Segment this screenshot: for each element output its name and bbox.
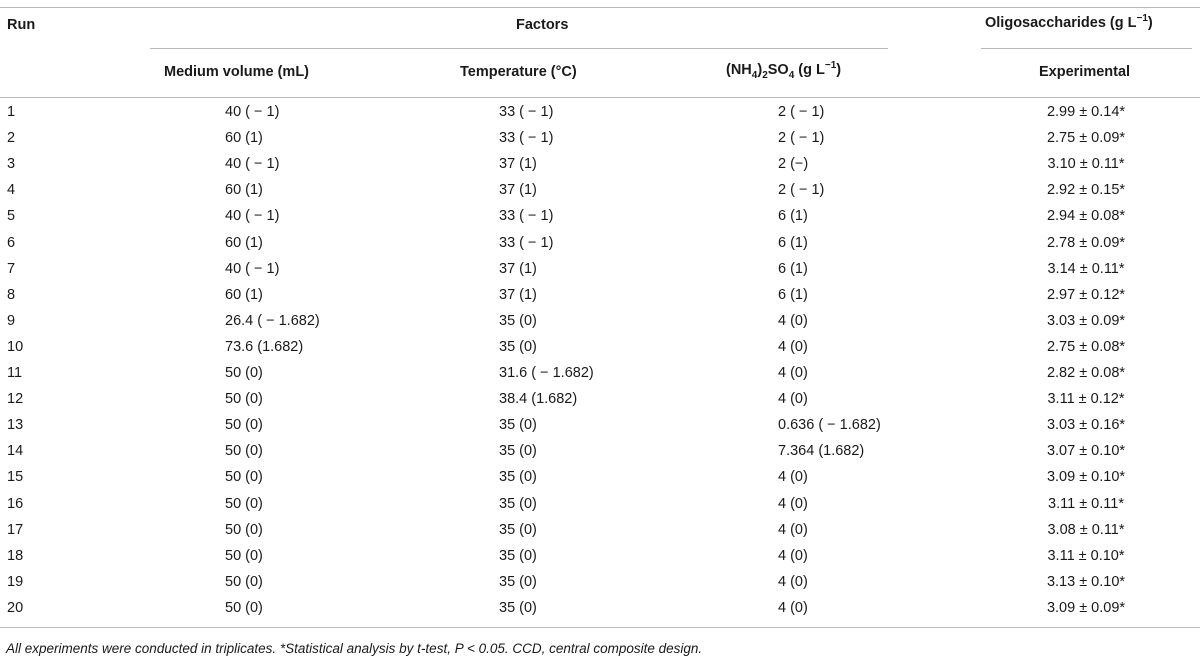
cell-experimental: 3.08 ± 0.11* bbox=[1047, 521, 1125, 538]
cell-nh4-so4: 2 ( − 1) bbox=[778, 182, 825, 199]
cell-nh4-so4: 6 (1) bbox=[778, 260, 808, 277]
cell-run: 14 bbox=[7, 443, 24, 460]
cell-temperature: 35 (0) bbox=[499, 443, 537, 460]
cell-temperature: 35 (0) bbox=[499, 338, 537, 355]
cell-temperature: 35 (0) bbox=[499, 469, 537, 486]
cell-run: 3 bbox=[7, 156, 16, 173]
cell-temperature: 33 ( − 1) bbox=[499, 104, 554, 120]
cell-experimental: 3.14 ± 0.11* bbox=[1047, 260, 1125, 277]
cell-temperature: 37 (1) bbox=[499, 156, 537, 173]
cell-medium-volume: 60 (1) bbox=[225, 286, 263, 303]
cell-run: 10 bbox=[7, 338, 24, 355]
cell-experimental: 3.13 ± 0.10* bbox=[1046, 573, 1126, 590]
table-bottom-rule bbox=[0, 627, 1200, 628]
cell-medium-volume: 50 (0) bbox=[225, 365, 263, 381]
cell-experimental: 2.75 ± 0.08* bbox=[1046, 338, 1126, 355]
cell-nh4-so4: 4 (0) bbox=[778, 312, 808, 329]
cell-nh4-so4: 2 (−) bbox=[778, 156, 809, 173]
cell-medium-volume: 50 (0) bbox=[225, 599, 263, 616]
cell-run: 7 bbox=[7, 260, 16, 277]
cell-experimental: 2.97 ± 0.12* bbox=[1046, 286, 1126, 303]
cell-medium-volume: 50 (0) bbox=[225, 417, 263, 434]
cell-nh4-so4: 4 (0) bbox=[778, 495, 808, 512]
cell-temperature: 35 (0) bbox=[499, 599, 537, 616]
cell-medium-volume: 60 (1) bbox=[225, 234, 263, 251]
cell-nh4-so4: 4 (0) bbox=[778, 338, 808, 355]
cell-nh4-so4: 4 (0) bbox=[778, 573, 808, 590]
cell-medium-volume: 40 ( − 1) bbox=[225, 104, 280, 120]
header-temperature: Temperature (°C) bbox=[460, 64, 577, 80]
cell-nh4-so4: 4 (0) bbox=[778, 547, 808, 564]
cell-run: 19 bbox=[7, 573, 24, 590]
cell-temperature: 35 (0) bbox=[499, 573, 537, 590]
cell-temperature: 31.6 ( − 1.682) bbox=[499, 365, 594, 381]
table-footnote: All experiments were conducted in triplicates. *Statistical analysis by t-test, P < 0.05. CCD, central composite design. bbox=[6, 641, 703, 656]
cell-run: 11 bbox=[7, 365, 23, 381]
cell-run: 1 bbox=[7, 104, 16, 120]
cell-nh4-so4: 4 (0) bbox=[778, 391, 808, 408]
cell-experimental: 2.75 ± 0.09* bbox=[1046, 130, 1126, 147]
cell-run: 12 bbox=[7, 391, 24, 408]
cell-run: 20 bbox=[7, 599, 24, 616]
header-run: Run bbox=[7, 17, 36, 33]
cell-medium-volume: 26.4 ( − 1.682) bbox=[225, 312, 320, 329]
cell-temperature: 35 (0) bbox=[499, 495, 537, 512]
cell-nh4-so4: 4 (0) bbox=[778, 521, 808, 538]
header-medium-volume: Medium volume (mL) bbox=[164, 64, 310, 80]
cell-nh4-so4: 6 (1) bbox=[778, 286, 808, 303]
cell-nh4-so4: 6 (1) bbox=[778, 208, 808, 225]
cell-temperature: 35 (0) bbox=[499, 417, 537, 434]
cell-experimental: 3.11 ± 0.12* bbox=[1047, 391, 1125, 408]
cell-run: 16 bbox=[7, 495, 24, 512]
cell-nh4-so4: 4 (0) bbox=[778, 469, 808, 486]
cell-medium-volume: 50 (0) bbox=[225, 469, 263, 486]
oligo-rule bbox=[981, 48, 1192, 49]
cell-experimental: 2.92 ± 0.15* bbox=[1046, 182, 1126, 199]
cell-experimental: 3.03 ± 0.09* bbox=[1046, 312, 1126, 329]
cell-medium-volume: 40 ( − 1) bbox=[225, 156, 280, 173]
cell-medium-volume: 50 (0) bbox=[225, 443, 263, 460]
cell-temperature: 35 (0) bbox=[499, 521, 537, 538]
cell-experimental: 3.09 ± 0.09* bbox=[1046, 599, 1126, 616]
cell-run: 17 bbox=[7, 521, 24, 538]
header-nh4-so4: $(NH_4)_2SO_4$ (g $L^{-1}$) bbox=[726, 60, 842, 81]
cell-medium-volume: 50 (0) bbox=[225, 547, 263, 564]
factors-rule bbox=[150, 48, 888, 49]
cell-run: 6 bbox=[7, 234, 16, 251]
top-rule bbox=[0, 7, 1200, 8]
cell-nh4-so4: 2 ( − 1) bbox=[778, 130, 825, 147]
cell-experimental: 2.94 ± 0.08* bbox=[1046, 208, 1126, 225]
cell-nh4-so4: 0.636 ( − 1.682) bbox=[778, 417, 881, 434]
cell-temperature: 33 ( − 1) bbox=[499, 208, 554, 225]
header-bottom-rule bbox=[0, 97, 1200, 98]
cell-experimental: 3.09 ± 0.10* bbox=[1046, 469, 1126, 486]
cell-medium-volume: 73.6 (1.682) bbox=[225, 338, 304, 355]
cell-medium-volume: 50 (0) bbox=[225, 573, 263, 590]
cell-temperature: 38.4 (1.682) bbox=[499, 391, 578, 408]
cell-medium-volume: 40 ( − 1) bbox=[225, 208, 280, 225]
cell-experimental: 3.11 ± 0.11* bbox=[1048, 495, 1124, 512]
cell-medium-volume: 50 (0) bbox=[225, 391, 263, 408]
cell-nh4-so4: 2 ( − 1) bbox=[778, 104, 825, 120]
cell-nh4-so4: 4 (0) bbox=[778, 365, 808, 381]
cell-temperature: 37 (1) bbox=[499, 260, 537, 277]
cell-temperature: 33 ( − 1) bbox=[499, 130, 554, 147]
cell-run: 8 bbox=[7, 286, 16, 303]
cell-run: 18 bbox=[7, 547, 24, 564]
cell-medium-volume: 50 (0) bbox=[225, 495, 263, 512]
cell-temperature: 35 (0) bbox=[499, 547, 537, 564]
cell-nh4-so4: 7.364 (1.682) bbox=[778, 443, 865, 460]
cell-run: 15 bbox=[7, 469, 24, 486]
cell-temperature: 35 (0) bbox=[499, 312, 537, 329]
cell-run: 9 bbox=[7, 312, 16, 329]
cell-experimental: 3.07 ± 0.10* bbox=[1046, 443, 1126, 460]
cell-run: 5 bbox=[7, 208, 16, 225]
cell-temperature: 37 (1) bbox=[499, 182, 537, 199]
cell-run: 13 bbox=[7, 417, 24, 434]
header-factors: Factors bbox=[516, 17, 569, 33]
cell-temperature: 37 (1) bbox=[499, 286, 537, 303]
cell-medium-volume: 50 (0) bbox=[225, 521, 263, 538]
cell-experimental: 3.10 ± 0.11* bbox=[1047, 156, 1125, 173]
cell-experimental: 3.03 ± 0.16* bbox=[1046, 417, 1126, 434]
cell-temperature: 33 ( − 1) bbox=[499, 234, 554, 251]
cell-experimental: 2.82 ± 0.08* bbox=[1046, 365, 1126, 381]
cell-experimental: 2.99 ± 0.14* bbox=[1046, 104, 1126, 120]
cell-nh4-so4: 4 (0) bbox=[778, 599, 808, 616]
cell-experimental: 2.78 ± 0.09* bbox=[1046, 234, 1126, 251]
cell-medium-volume: 60 (1) bbox=[225, 182, 263, 199]
header-experimental: Experimental bbox=[1039, 64, 1131, 80]
cell-run: 4 bbox=[7, 182, 16, 199]
cell-medium-volume: 40 ( − 1) bbox=[225, 260, 280, 277]
cell-experimental: 3.11 ± 0.10* bbox=[1047, 547, 1125, 564]
cell-run: 2 bbox=[7, 130, 16, 147]
header-oligosaccharides: Oligosaccharides (g $L^{-1}$) bbox=[985, 13, 1153, 31]
cell-nh4-so4: 6 (1) bbox=[778, 234, 808, 251]
cell-medium-volume: 60 (1) bbox=[225, 130, 263, 147]
